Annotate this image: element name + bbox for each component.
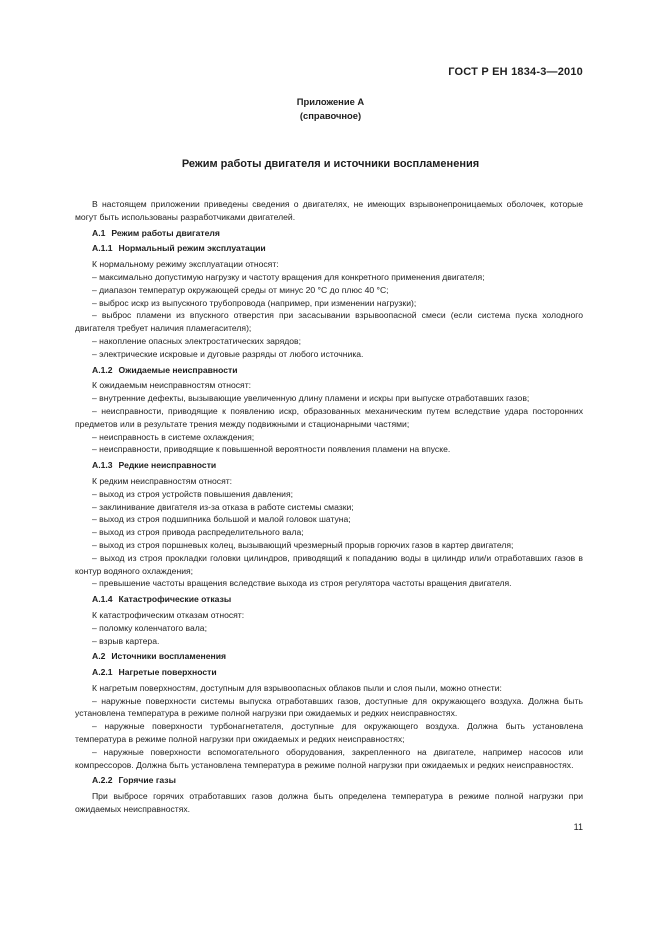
section-number: А.1.4: [92, 594, 113, 605]
list-lead: К редким неисправностям относят:: [92, 475, 233, 486]
section-number: А.1.1: [92, 243, 113, 254]
list-item: – выход из строя поршневых колец, вызывающий чрезмерный прорыв горючих газов в картер двигателя;: [92, 539, 514, 550]
section-number: А.2: [92, 651, 106, 662]
list-item: – выброс пламени из впускного отверстия при засасывании взрывоопасной смеси (если система пуска холодного двигателя требует наличия пламегасителя);: [75, 310, 583, 334]
section-heading-a1: [75, 227, 583, 240]
standard-designation: ГОСТ Р ЕН 1834-3—2010: [448, 66, 583, 78]
section-heading-a12: [75, 364, 583, 377]
section-number: А.1.2: [92, 364, 113, 375]
list-item: – выход из строя устройств повышения давления;: [92, 488, 294, 499]
list-item: – заклинивание двигателя из-за отказа в работе системы смазки;: [92, 501, 354, 512]
section-number: А.1: [92, 227, 106, 238]
section-number: А.2.2: [92, 775, 113, 786]
section-title: Горячие газы: [118, 775, 176, 786]
section-title: Нормальный режим эксплуатации: [118, 243, 266, 254]
list-item: – накопление опасных электростатических зарядов;: [92, 335, 302, 346]
section-title: Редкие неисправности: [118, 460, 217, 471]
list-lead: К ожидаемым неисправностям относят:: [92, 380, 252, 391]
list-item: – выброс искр из выпускного трубопровода (например, при изменении нагрузки);: [92, 297, 417, 308]
section-title: Режим работы двигателя: [111, 227, 220, 238]
list-item: – наружные поверхности турбонагнетателя, доступные для окружающего воздуха. Должна быть установлена температура в режиме полной нагрузки при ожидаемых и редких неисправностях;: [75, 721, 583, 745]
section-heading-a13: [75, 459, 583, 472]
list-item: – наружные поверхности системы выпуска отработавших газов, доступные для окружающего воздуха. Должна быть установлена температура в режиме полной нагрузки при ожидаемых и редких неисправностях.: [75, 695, 583, 719]
section-heading-a21: [75, 666, 583, 679]
section-title: Катастрофические отказы: [118, 594, 232, 605]
list-item: – неисправности, приводящие к повышенной вероятности появления пламени на впуске.: [92, 444, 451, 455]
section-title: Источники воспламенения: [111, 651, 227, 662]
list-item: – диапазон температур окружающей среды от минус 20 °С до плюс 40 °С;: [92, 284, 389, 295]
list-item: – неисправность в системе охлаждения;: [92, 431, 255, 442]
list-lead: К нормальному режиму эксплуатации относят:: [92, 259, 279, 270]
section-heading-a14: [75, 593, 583, 606]
section-paragraph: При выбросе горячих отработавших газов должна быть определена температура в режиме полной нагрузки при ожидаемых неисправностях.: [75, 791, 583, 815]
page-number: 11: [573, 822, 583, 832]
list-item: – максимально допустимую нагрузку и частоту вращения для конкретного применения двигателя;: [92, 271, 485, 282]
list-item: – электрические искровые и дуговые разряды от любого источника.: [92, 348, 364, 359]
section-heading-a11: [75, 242, 583, 255]
annex-title: Приложение А: [296, 96, 365, 107]
section-heading-a2: [75, 650, 583, 663]
list-item: – поломку коленчатого вала;: [92, 622, 207, 633]
list-item: – наружные поверхности вспомогательного оборудования, закрепленного на двигателе, например насосов или компрессоров. Должна быть установлена температура в режиме полной нагрузки при ожидаемых и редких неисправностях.: [75, 746, 583, 770]
section-number: А.2.1: [92, 667, 113, 678]
section-heading-a22: [75, 774, 583, 787]
section-title: Нагретые поверхности: [118, 667, 217, 678]
list-item: – выход из строя подшипника большой и малой головок шатуна;: [92, 514, 351, 525]
annex-heading: [0, 95, 661, 123]
list-lead: К катастрофическим отказам относят:: [92, 609, 245, 620]
list-item: – выход из строя прокладки головки цилиндров, приводящий к попаданию воды в цилиндр или/и отработавших газов в контур водяного охлаждения;: [75, 552, 583, 576]
list-item: – неисправности, приводящие к появлению искр, образованных механическим путем вследствие удара посторонних предметов или в результате трения между подвижными и стационарными частями;: [75, 405, 583, 429]
document-title: Режим работы двигателя и источники воспламенения: [181, 158, 480, 170]
list-item: – превышение частоты вращения вследствие выхода из строя регулятора частоты вращения двигателя.: [92, 578, 512, 589]
intro-paragraph: В настоящем приложении приведены сведения о двигателях, не имеющих взрывонепроницаемых оболочек, которые могут быть использованы разработчиками двигателей.: [75, 199, 583, 222]
document-body: [75, 198, 583, 816]
list-item: – взрыв картера.: [92, 635, 160, 646]
list-lead: К нагретым поверхностям, доступным для взрывоопасных облаков пыли и слоя пыли, можно отнести:: [92, 682, 502, 693]
annex-subtitle: (справочное): [299, 110, 362, 121]
section-number: А.1.3: [92, 460, 113, 471]
list-item: – внутренние дефекты, вызывающие увеличенную длину пламени и искры при выпуске отработавших газов;: [92, 393, 530, 404]
list-item: – выход из строя привода распределительного вала;: [92, 527, 304, 538]
section-title: Ожидаемые неисправности: [118, 364, 238, 375]
